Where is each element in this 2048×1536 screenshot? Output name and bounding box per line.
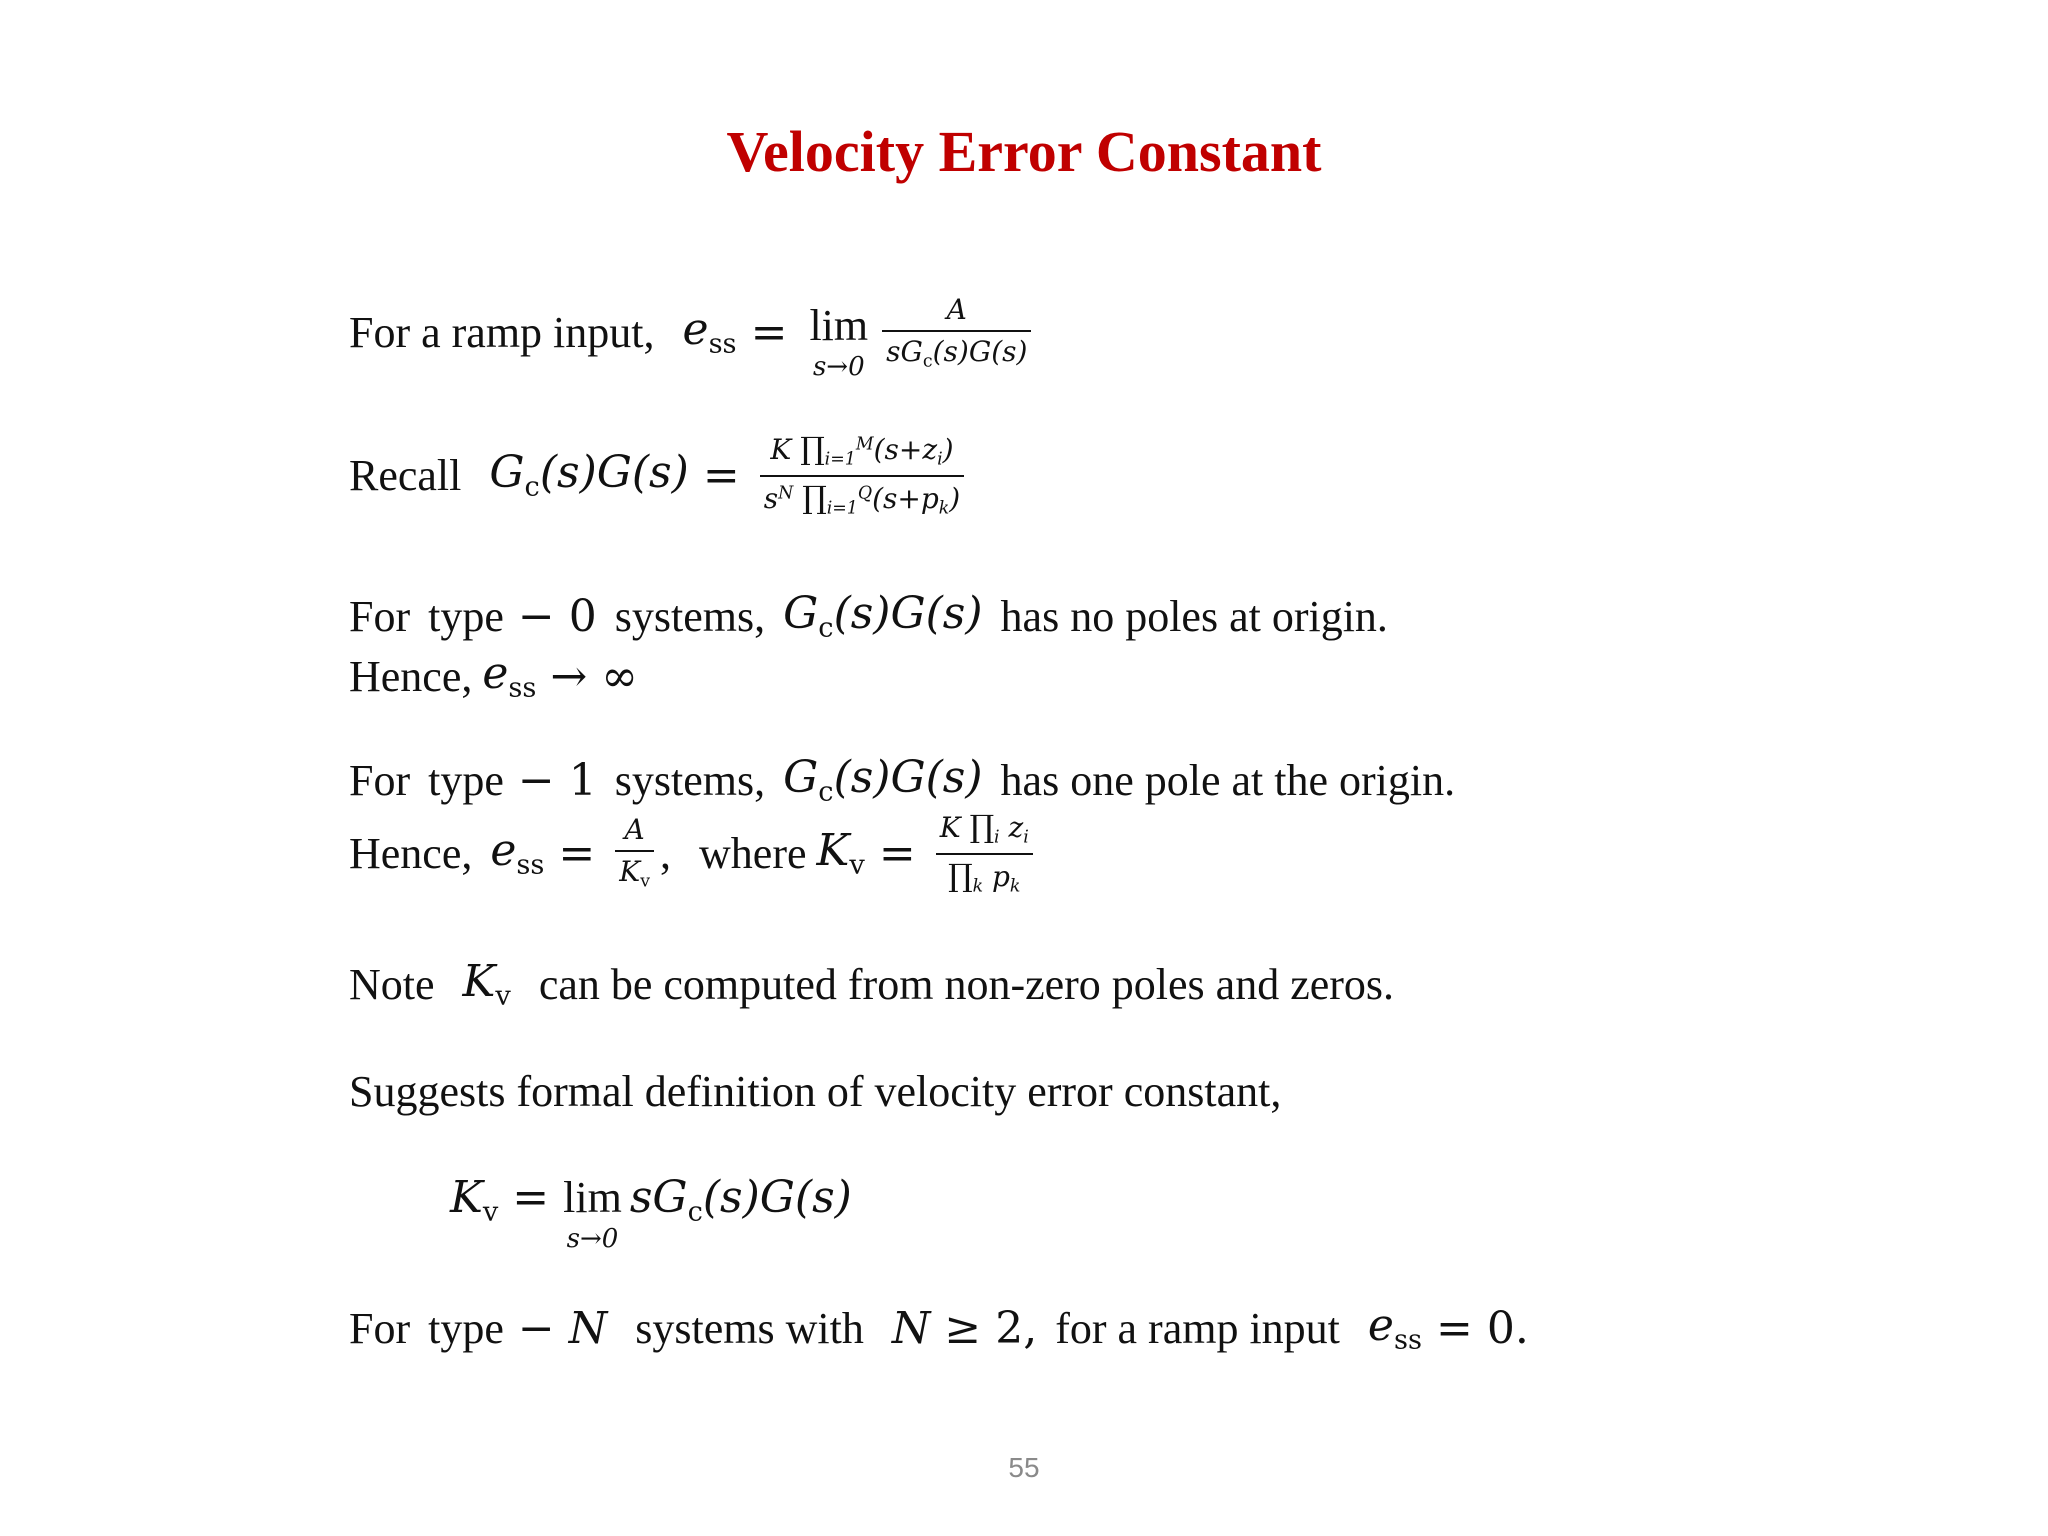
type0-type: type [428,592,504,641]
ramp-input-line: For a ramp input, $e_{ss}$ = lim s→0 $\frac{A}{sG_c(s)G(s)}$ [349,286,1037,380]
type0-paragraph: For type − 0 systems, $G_c(s)G(s)$ has no poles at origin. Hence, $e_{ss}$ → ∞ [349,588,1388,704]
typeN-for: For [349,1304,411,1353]
transfer-function-fraction: $\frac{K \prod_{i=1}^M(s+z_i)}{s^N \prod_{i=1}^Q(s+p_k)}$ [760,432,965,519]
type1-hence: Hence, [349,828,473,878]
note-text: can be computed from non-zero poles and zeros. [538,960,1395,1009]
type0-systems: systems, [614,592,766,641]
ess-over-kv-fraction: $\frac{A}{K_v}$ [615,814,654,893]
slide-title: Velocity Error Constant [726,119,1322,184]
type1-for: For [349,756,411,805]
type0-statement: has no poles at origin. [1000,592,1388,641]
type1-paragraph: For type − 1 systems, $G_c(s)G(s)$ has one pole at the origin. Hence, $e_{ss}$ = $\frac{A}{K_v}$ , where $K_v$ = $\frac{K \prod_i z_i}{\prod_k p_k}$ [349,752,1456,897]
type0-hence: Hence, [349,652,473,701]
type1-where: where [699,828,807,878]
ess-symbol: $e_{ss}$ [682,304,737,360]
suggest-line [349,1067,1282,1116]
transfer-function-symbol: $G_c(s)G(s)$ [489,446,689,503]
typeN-ramp: for a ramp input [1055,1304,1340,1353]
type0-number: 0 [568,591,597,642]
recall-line: Recall $G_c(s)G(s)$ = $\frac{K \prod_{i=1}^M(s+z_i)}{s^N \prod_{i=1}^Q(s+p_k)}$ [349,432,970,519]
typeN-type: type [428,1304,504,1353]
suggest-text: Suggests formal definition of velocity error constant, [349,1067,1282,1116]
page-number: 55 [1008,1452,1040,1483]
kv-fraction: $\frac{K \prod_i z_i}{\prod_k p_k}$ [936,810,1033,897]
recall-text: Recall [349,450,462,500]
note-label: Note [349,960,435,1009]
type1-number: 1 [568,755,597,806]
type1-systems: systems, [614,756,766,805]
type0-for: For [349,592,411,641]
ess-fraction: $\frac{A}{sG_c(s)G(s)}$ [882,294,1031,373]
ramp-input-text: For a ramp input, [349,308,655,357]
note-line: Note $K_v$ can be computed from non-zero poles and zeros. [349,956,1395,1012]
type1-type: type [428,756,504,805]
kv-limit: lim s→0 [563,1173,622,1254]
typeN-systems: systems with [635,1304,864,1353]
limit-expression: lim s→0 [809,301,869,382]
typeN-line: For type − N systems with N ≥ 2, for a ramp input $e_{ss}$ = 0. [349,1300,1529,1356]
type1-statement: has one pole at the origin. [1000,756,1456,805]
kv-definition: $K_v$ = lim s→0 $sG_c(s)G(s)$ [450,1172,852,1254]
